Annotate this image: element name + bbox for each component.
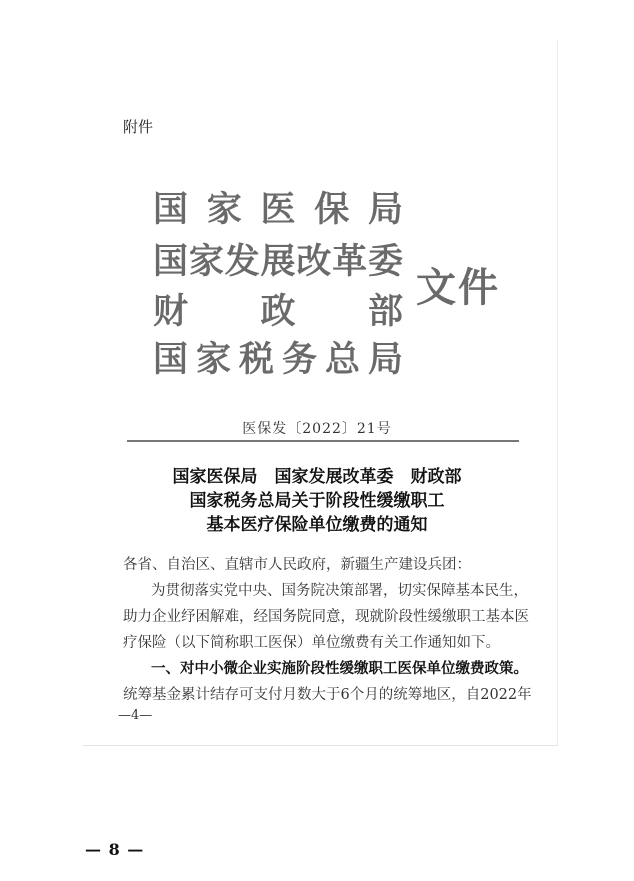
letterhead-line: 国家发展改革委	[153, 241, 403, 282]
document-title-line: 基本医疗保险单位缴费的通知	[206, 515, 428, 535]
outer-page-number: — 8 —	[85, 840, 145, 859]
body-line: 助力企业纾困解难，经国务院同意，现就阶段性缓缴职工基本医	[123, 609, 529, 625]
letterhead-line: 国家税务总局	[153, 339, 403, 380]
section-heading: 一、对中小微企业实施阶段性缓缴职工医保单位缴费政策。	[151, 660, 528, 677]
addressee-line: 各省、自治区、直辖市人民政府，新疆生产建设兵团：	[123, 557, 471, 573]
letterhead-line: 财政部	[153, 291, 403, 332]
document-title-line: 国家税务总局关于阶段性缓缴职工	[189, 491, 445, 511]
document-number: 医保发〔2022〕21号	[242, 421, 392, 437]
body-line: 疗保险（以下简称职工医保）单位缴费有关工作通知如下。	[123, 635, 500, 651]
document-title-line: 国家医保局 国家发展改革委 财政部	[172, 467, 462, 487]
header-divider	[127, 440, 519, 442]
letterhead-line: 国家医保局	[153, 189, 403, 230]
body-line: 统筹基金累计结存可支付月数大于6个月的统筹地区，自2022年	[123, 687, 532, 703]
body-line: 为贯彻落实党中央、国务院决策部署，切实保障基本民生，	[151, 583, 528, 599]
letterhead-suffix: 文件	[416, 264, 500, 311]
attachment-label: 附件	[123, 118, 154, 136]
inner-page-number: —4—	[118, 708, 153, 723]
